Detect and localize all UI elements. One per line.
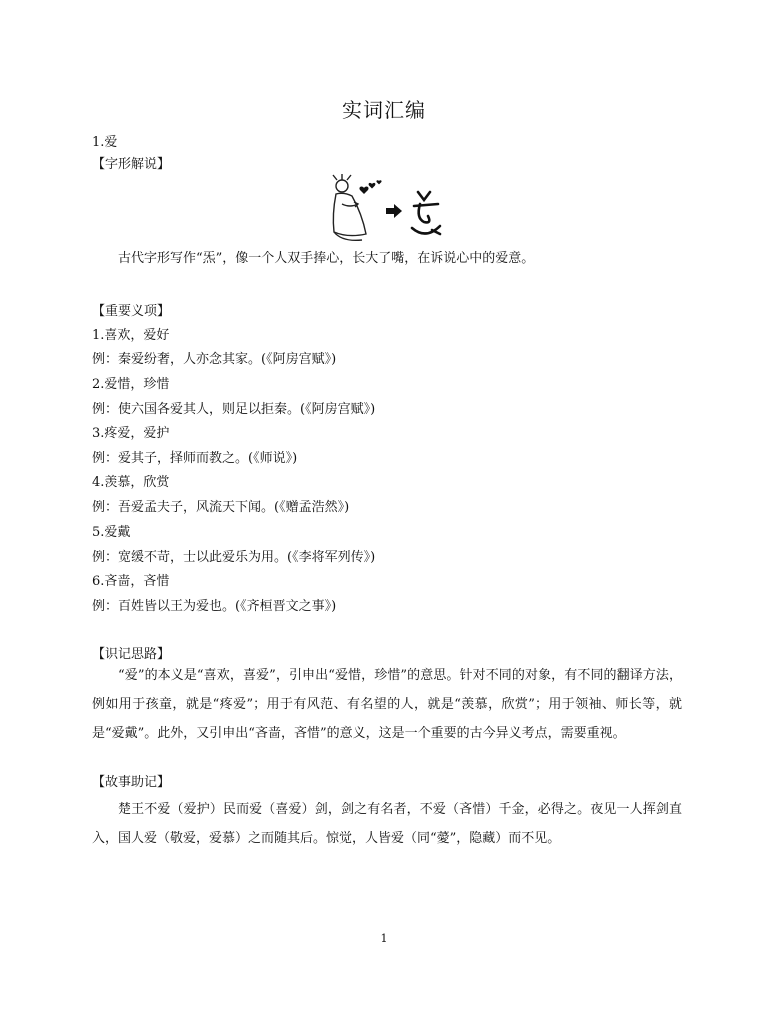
- glyph-explanation: 古代字形写作“炁”，像一个人双手捧心，长大了嘴，在诉说心中的爱意。: [118, 251, 535, 266]
- page-title: 实词汇编: [342, 98, 426, 122]
- meaning-example: 例：宽缓不苛，士以此爱乐为用。(《李将军列传》): [92, 550, 376, 565]
- ancient-glyph: [412, 192, 440, 234]
- section-meanings-heading: 【重要义项】: [92, 304, 171, 319]
- entry-heading: 1.爱: [92, 135, 118, 150]
- section-memory-heading: 【识记思路】: [92, 647, 171, 662]
- arrow-icon: [386, 204, 402, 218]
- meaning-example: 例：爱其子，择师而教之。(《师说》): [92, 451, 298, 466]
- meaning-sense: 4.羡慕，欣赏: [92, 475, 170, 490]
- heart-icon: [359, 180, 381, 194]
- section-glyph-heading: 【字形解说】: [92, 157, 171, 172]
- section-story-heading: 【故事助记】: [92, 775, 171, 790]
- meaning-sense: 6.吝啬，吝惜: [92, 574, 170, 589]
- meaning-example: 例：百姓皆以王为爱也。(《齐桓晋文之事》): [92, 599, 337, 614]
- meaning-example: 例：使六国各爱其人，则足以拒秦。(《阿房宫赋》): [92, 402, 376, 417]
- meaning-sense: 2.爱惜，珍惜: [92, 377, 170, 392]
- memory-paragraph: “爱”的本义是“喜欢，喜爱”，引申出“爱惜，珍惜”的意思。针对不同的对象，有不同的翻译方法，例如用于孩童，就是“疼爱”；用于有风范、有名望的人，就是“羡慕，欣赏”；用于领袖、师长等，就是“爱戴”。此外，又引申出“吝啬，吝惜”的意义，这是一个重要的古今异义考点，需要重视。: [92, 668, 682, 741]
- meaning-example: 例：吾爱孟夫子，风流天下闻。(《赠孟浩然》): [92, 500, 350, 515]
- meaning-example: 例：秦爱纷奢，人亦念其家。(《阿房宫赋》): [92, 352, 337, 367]
- story-paragraph: 楚王不爱（爱护）民而爱（喜爱）剑，剑之有名者，不爱（吝惜）千金，必得之。夜见一人挥剑直入，国人爱（敬爱，爱慕）之而随其后。惊觉，人皆爱（同“薆”，隐藏）而不见。: [92, 802, 682, 846]
- meaning-sense: 3.疼爱，爱护: [92, 426, 170, 441]
- page-number: 1: [380, 932, 388, 945]
- meaning-sense: 1.喜欢，爱好: [92, 328, 170, 343]
- glyph-illustration: [328, 174, 446, 246]
- person-figure: [333, 174, 366, 240]
- meaning-sense: 5.爱戴: [92, 525, 131, 540]
